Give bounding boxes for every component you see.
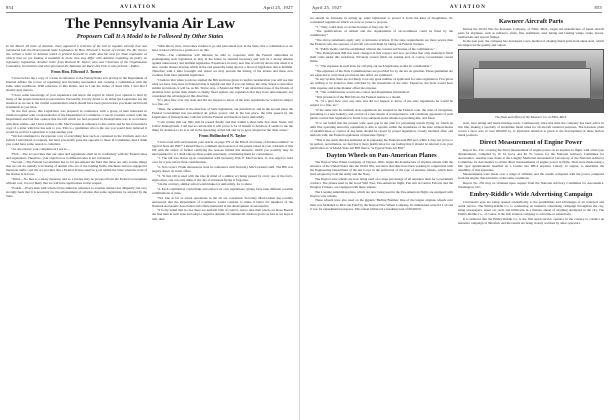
paragraph: "We had attempted to incorporate a lot of everything here such as contained in the Uniform Aero Act (which I introduced at request), but have practically gone the opposite to those in Committee, then I think you could have some reason to complain. — [6, 134, 147, 147]
paragraph: Report No. 252 may be obtained upon request from the National Advisory Committee for Aeronautics, Washington, D.C. — [458, 181, 604, 190]
right-column-2 — [458, 16, 604, 416]
photo-caption: The plant and offices of the Kawneer Co. at Niles, Mich. — [495, 114, 567, 119]
paragraph: Measurements were made over a range of altitudes and the results compared with the power computed from the engine characteristics at the same conditions. — [458, 172, 604, 181]
paragraph: "Second.—The Federal Government has so far pre-empted the field that those are only certain things that we can do, namely to licensing of airmen who are of the landing fields, machines and not engaged in interstate traffic, and the act provides that a Federal license shall be good within the State when the term of the license is in force. — [6, 160, 147, 177]
paragraph: The Dayton Wire Wheel Company, of Dayton, Ohio, began the manufacture of airplane wheels with the entrance of the United States into the World War, and since that time have been working in conjunction with the Engineering Department of the Air Corps in the perfection of the type of airplane wheels, which have been adopted by both the Army and the Navy. — [310, 160, 453, 177]
left-page — [0, 0, 300, 420]
kawneer-plant-photo — [458, 49, 604, 113]
paragraph: "The qualifications of airmen and the requirements of air-worthiness could be fixed by the commission." — [310, 29, 453, 38]
paragraph: "2. Not correct. Frank discussions were in conference with Secretary MacCracken's staff. The Bill was largely drawn up in his office. — [152, 164, 293, 174]
paragraph: "9. "If a pilot flew over any state and did not happen to know of the state regulations he would be subject to a fine, etc." — [310, 99, 453, 108]
paragraph: The Loening Amphibian plane, which are now being used in the Pan-American flight, are equipped with Dayton wire wheels. — [310, 189, 453, 198]
paragraph: "Fifth.—The commission will likewise be able to cooperate with the Federal authorities in promulgating such legislation as may in the future be deemed necessary and will be a strong defense against unnecessary and harmful legislation. Experience in every new line of activity shows that when it is new, certain abuses develop which in the end generally bring upon it a flood of legislation that is harmful. Therefore with a little foresight and vision we may prevent the arising of the abuses and these new evolutes from later remedial legislation. — [152, 52, 293, 77]
paragraph: "The Pennsylvania Bill has been changed in this respect and now provides that only municipal fields shall come under this restriction. Privately owned fields are exempt and, of course, Government owned fields. — [310, 51, 453, 64]
paragraph: "7. "The expenses in such state for carrying out such legislation would be considerable." — [315, 64, 432, 69]
left-date: April 25, 1927 — [263, 4, 293, 10]
right-running-head — [312, 3, 602, 13]
paragraph: "Then, the sentiment in the direction of State legislation, our jurisdiction; and in the second place the Federal Government has pre-empted all police power; and in the last place, the bills passed by the Legislature of Pennsylvania conform with the Federal and therefore leave uniformity. — [152, 107, 293, 120]
paragraph: "If a pilot flew over any state and did not happen to know of the state regulations he would be subject to a fine, etc. — [152, 98, 293, 107]
paragraph: "I have before me a copy of a letter in reference to the Pennsylvania acts placing in the Department of Internal Affairs the power of regulating and licensing aeronautics and creating a commission with the same other conditions. With reference to this matter, and as I am the author of these bills, I feel that I should reply thereto. — [6, 75, 147, 92]
paragraph: "I believe that when you have studied the Bill and have given it careful consideration you will see that what we have done here in Pennsylvania is helpful and that if you can induce the other States to introduce similar provisions, it will be, as Mr. Taylor says, a 'Model Air Bill.'" I am afraid that none of the friends of Aviation have gotten their minds so firmly fixed against any regulation that they have unfortunately not considered the advantages in this direction. — [152, 77, 293, 98]
paragraph: In the past year, the company has developed a new method of shaping metal parts from sheet steel, which has improved the quality and output. — [458, 39, 604, 48]
section-heading: From Hon. Ellwood J. Turner — [51, 69, 102, 75]
paragraph: "First.—The act provides that our rules and regulations shall be in conformity with the Federal rules and regulations. Therefore, your objection as to different rules is not warranted. — [6, 151, 147, 160]
paragraph: "4. Each commission could make and enforce its own regulations, giving forty-nine different possible combinations of rules. — [152, 186, 293, 196]
paragraph: "As one answer your complaint as I see it:— — [11, 147, 71, 151]
left-column-1 — [6, 44, 147, 416]
right-page-number: 855 — [594, 4, 602, 10]
right-page — [306, 0, 608, 420]
paragraph: "6. "Public fields could be established without the consent and license of the commission." — [315, 46, 435, 51]
paragraph: "In any system, there are not likely to be any great number of applicants for state registration. Few pilots are willing to be locked to their activities by the boundaries of the state. Therefore, the State would have little expense and some manner offset the expense. — [310, 77, 453, 90]
left-running-head — [6, 3, 293, 13]
paragraph: "Third.—No idea is a safety measure, and so a license may be procured from the Federal Government without cost, it is not likely that we will have applications in this respect. — [6, 177, 147, 186]
paragraph: "1. The bill was drawn up in consultation with Secretary Wm. P. MacCracken, Jr., has urged to hold over for a year before final consideration. — [152, 156, 293, 165]
paragraph: The Dayton wire wheels are now being used on a large percentage of all airplanes built for Government contract. The planes used in the Good Will Tour, Pan-American flight, Pan Am in Curtiss Falcons and the Douglas Cruisers, are equipped with these wheels. — [310, 177, 453, 190]
paragraph: "I have read with such interest your article on page 379 of the March 21st issue of Aviation entitled "A Typical State Air Bill?" I should like to comment upon several of the points raised in your criticism of this bill with the object of further clarifying the reasons behind this measure, which you possibly may be unacquainted to it. I shall take up these points separately, considering them for convenience. — [152, 139, 293, 156]
article-title: The Pennsylvania Air Law — [64, 16, 236, 32]
paragraph: "In the first place, this Legislation was prepared in conference with a group of men interested in aviation together with a representative of the Department of Commerce. I was in constant contact with the Department and feel that opinion that the bill which we had prepared in Pennsylvania was in accordance with their wishes, and I have written to Mr. MacCracken in reference to this article and he has forwarded a copy of a letter which he has sent to you. This is a gentleman who is the one you would have believed it would be well for Legislation to wish another year. — [6, 109, 147, 134]
paragraph: Report No. 252, covering the direct measurement of engine power on an airplane in flight, with a hub type dynamometer, compiled by W. D. Gove and M. W. Green, for the National Advisory Committee for Aeronautics. Another tests made at the Langley Memorial Aeronautical Laboratory of the National Advisory Committee for Aeronautics to obtain direct measurements of engine power in flight. Tests were made using a hub type dynamometer installed on a Curtiss Sea DH-4 airplane, Liberty 12 engine, to determine the reliability of this apparatus. — [458, 147, 604, 172]
paragraph: "With this in view, it becomes evident to go and plan ahead now in the State, that a commission as we have created will be in a position to do this. — [152, 44, 293, 53]
paragraph: "I have some knowledge of your experience and know the regard in which your opinion is held by many of the people interested in aeronautics. Personally, it is my desire to do either the Legislature see the situation as we see it, the careful consideration which should have been given before you make such broad statements as you have. — [6, 92, 147, 109]
paragraph: steel, bent tubing and metal fuselage parts. Continuously since that time the company has been active in this line, making a specialty of streamline metal tubes for all aircraft standard purposes. The Kawneer plant covers a floor area of over 200,000 sq. ft. Particular attention is given to the development of these hollow metal products. — [458, 120, 604, 138]
paragraph: "It is our belief that the present wide open gap in the plan for preventing unsafe flying, by which an unfit flier operating unworthy equipment is able to operate within the boundaries of the state without means of identification or control of any kind, should be closed by proper legislation, closely modeled after, and uniform with, the Federal regulations of interstate flying." — [310, 120, 453, 137]
paragraph: "I am certain that our bills will be passed finally and that within a short time that other States will follow Pennsylvania. I am just as certain that it will prove to be of benefit to Aviation. It seems to me the thing for Aviation to do is to aid in the spreading of this bill and try to get it adopted in the other states." — [152, 119, 293, 132]
section-heading: From Hollinsford N. Taylor — [198, 132, 247, 138]
paragraph: "The above statements apply only to intrastate aviation. If the state requirements are more severe than the Federal code, the operator of aircraft can avail them by taking out Federal licenses. — [310, 38, 453, 47]
paragraph: "This provision of the Bill follows the Federal statute to a model. — [315, 94, 401, 99]
paragraph: Cincinnati's eyes are being opened scientifically to the possibilities and advantages of air transport and aerial service. The Embry-Riddle Co. is conducting an intensive advertising campaign throughout the city, using newspapers, street car cards and billboards in a manner ahead of anything attempted in the city. The Embry-Riddle Co., of course, is the first aviation company to advertise so extensively. — [458, 199, 604, 216]
paragraph: It is believed that the Embry-Riddle Co. is the first aerial service operator in the country to conduct an intensive campaign of this kind, and the results are being closely watched by other operators. — [458, 216, 604, 225]
right-column-1 — [310, 16, 453, 416]
right-date: April 25, 1927 — [312, 4, 342, 10]
paragraph: "It is my belief that in case there are uniform bills of control, and to take their places on those Boards the best men in each state and adopt a negative attitude. If commercial aviation grows as fast as we hope it will, then — [152, 208, 293, 221]
photo-ground — [459, 99, 603, 113]
paragraph: During the World War the Kawneer Company, of Niles, Mich., began the manufacture of metal aircraft parts for airplanes, such as radiators, struts, fins, stabilizers, steel tubing and landing wings, struts, braces, turnbuckles and special fittings. — [458, 26, 604, 39]
left-running-title: AVIATION — [120, 4, 157, 10]
paragraph: "If the same rule for uniform state regulations are adopted in the Federal code, the rules of navigation, pertaining to a new industry, and control of a new means of transportation, will constitute opponents of such public control that legislation is found to be adequate in the situation governing this, and fixed. — [310, 108, 453, 121]
paragraph: "5. "They could deny or revoke licenses as they saw fit." — [315, 24, 390, 29]
photo-building — [473, 68, 591, 99]
paragraph: "8. "The commissioner would also collect and disseminate information" — [315, 90, 410, 95]
engine-power-heading: Direct Measurement of Engine Power — [479, 139, 583, 147]
paragraph: These wheels were also used on the gigantic Barling Bomber. One of the largest airplane wheels ever built was furnished to McCook Field by the Dayton Wire Wheel Company. Its dimensions were 64 x 10 and it was for experimental purposes. This wheel withstood a breaking load of 60,000 lb. — [310, 198, 453, 211]
embry-riddle-heading: Embry-Riddle's Wide Advertising Campaign — [469, 191, 593, 199]
paragraph: "This is the spirit that has animated us in preparing the Pennsylvania Bill and, while it may not prove to be perfect, nevertheless, we feel that it more justification for our feeling that it should be referred to in your publication as 'A Model State Air Bill' than to 'A Typical State Air Bill.'" — [310, 137, 453, 150]
right-running-title: AVIATION — [449, 4, 487, 10]
editor-note: In the March 28 issue of Aviation, there appeared a criticism of the bill to regulate aircraft that was introduced into the Pennsylvania State Legislature by Hon. Ellwood J. Turner of Chester, Pa. Mr. Turner has written a letter to Aviation which is printed herewith in order that the case for State regulation as closely that we are making it available to those who may differ with Aviation regarding its policy on regulatory legislation. Another letter from Richard H. Taylor, who was Chairman of the Organization Committee, Greensboro and also sponsored the National Air Races last Fall, is also printed.—Editor. — [6, 44, 147, 69]
dayton-heading: Dayton Wheels on Pan-American Planes — [326, 151, 437, 159]
article-subtitle: Proposers Call It A Model to be Followed By Other States — [76, 33, 224, 40]
paragraph: "The expenses of the State Commissioners are provided for by the tax on gasoline. These gentlemen are not expected to carry their provisions into effect are estimated. — [310, 68, 453, 77]
paragraph: "Not true as far as actual operations in the air are concerned. Secretary MacCracken has recently announced that the Department of Commerce would consider to make it better for members of the National Aeronautic Association and others interested in the development of aeronautics. — [152, 195, 293, 208]
kawneer-heading: Kawneer Aircraft Parts — [498, 18, 564, 25]
left-page-number: 854 — [6, 4, 14, 10]
paragraph: "Fourth.—Every man with whom I have talked in reference to aviation matters has diligently and very strongly feels that it is necessary for the advancement of aviation that some regulations be adopted by the State. — [6, 185, 147, 198]
left-column-2 — [152, 44, 293, 416]
paragraph: "3. "If this bill is used with the idea in mind of a similar act being passed by every one of the forty-eight states, one can only think of the day of intrastate flying is forgotten. — [152, 173, 293, 182]
paragraph: we should be fortunate in setting up some legislation to protect it from the kind of thoughtless, ill-considered regulations which we were so prone to propose. — [310, 16, 453, 25]
paragraph: "On the contrary, similar action would make for uniformity, for to share. — [157, 182, 253, 187]
